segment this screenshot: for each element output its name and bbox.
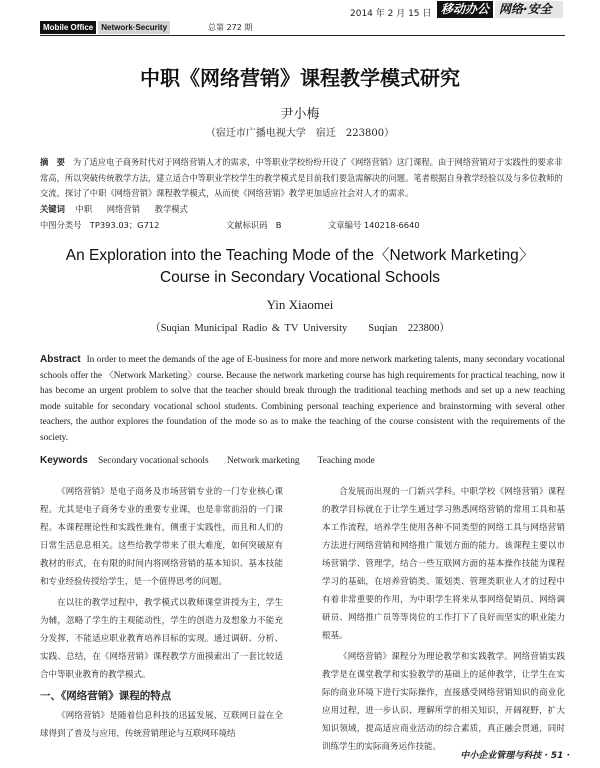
abstract-text-cn: 为了适应电子商务时代对于网络营销人才的需求，中等职业学校纷纷开设了《网络营销》这门课程。由于网络营销对于实践性的要求非常高，所以突破传统教学方法，建立适合中等职业学校学生的教学模式是目前我们要急需解决的问题。笔者根据自身教学经验以及与多位教师的交流，探讨了中职《网络营销》课程教学模式，从而使《网络营销》教学更加适应社会对人才的需求。 — [40, 157, 563, 198]
keyword-en: Network marketing — [226, 456, 300, 466]
body-paragraph: 在以往的教学过程中，教学模式以教师课堂讲授为主，学生为辅，忽略了学生的主观能动性，学生的创造力及想象力不能充分发挥，不能适应职业教育培养目标的实现。通过调研、分析、实践、总结，在《网络营销》课程教学方面摸索出了一套比较适合中等职业教育的教学模式。 — [40, 598, 283, 680]
affiliation-cn: （宿迁市广播电视大学 宿迁 223800） — [205, 128, 395, 139]
brand-network-security-cn: 网络·安全 — [495, 1, 563, 18]
abstract-label-en: Abstract — [40, 354, 81, 365]
keyword-en: Secondary vocational schools — [98, 456, 209, 466]
body-paragraph: 《网络营销》是随着信息科技的迅猛发展、互联网日益在全球得到了普及与应用，传统营销理论与互联网环境结 — [40, 711, 283, 739]
body-paragraph: 《网络营销》是电子商务及市场营销专业的一门专业核心课程。尤其是电子商务专业的重要专业课，也是非常前沿的一门课程。本课程理论性和实践性兼有，侧重于实践性，而且和人们的日常生活息息相关。这些给教学带来了很大难度，如何突破原有教材的形式，在有限的时间内将网络营销的基本知识、基本技能和专业经验传授给学生，是一个值得思考的问题。 — [40, 487, 283, 587]
issue-date: 2014 年 2 月 15 日 — [350, 9, 432, 19]
title-en-line1: An Exploration into the Teaching Mode of the〈Network Marketing〉 — [65, 247, 535, 264]
body-column-right — [322, 483, 565, 759]
section-band — [40, 20, 565, 34]
keyword-cn: 教学模式 — [154, 204, 188, 214]
keywords-label-en: Keywords — [40, 455, 88, 466]
header-rule — [40, 35, 565, 36]
journal-brand — [437, 1, 563, 18]
keyword-en: Teaching mode — [317, 456, 375, 466]
affiliation-en: （Suqian Municipal Radio & TV University Suqian 223800） — [150, 323, 450, 334]
body-paragraph: 合发展而出现的一门新兴学科。中职学校《网络营销》课程的教学目标就在于让学生通过学习熟悉网络营销的常用工具和基本工作流程，培养学生使用各种不同类型的网络工具与网络营销方法进行网络营销和网络推广策划方面的能力。该课程主要以市场营销学、管理学，结合一些互联网方面的基本操作技能为课程学习的基础，在培养营销类、策划类、管理类职业人才的过程中有着非常重要的作用，为中职学生将来从事网络促销员、网络调研员、网络推广员等等岗位的工作打下了良好而坚实的职业能力根基。 — [322, 487, 565, 641]
issue-number: 总第 272 期 — [208, 22, 253, 32]
body-paragraph: 《网络营销》课程分为理论教学和实践教学。网络营销实践教学是在课堂教学和实验教学的基础上的延伸教学，让学生在实际的商业环境下进行实际操作，直接感受网络营销知识的商业化应用过程，进一步认识、理解所学的相关知识，开阔视野，扩大知识领域，提高适应商业活动的综合素质，真正融会贯通，同时训练学生的实际商务运作技能。 — [322, 652, 565, 752]
abstract-en — [40, 352, 565, 446]
article-number: 文章编号 140218-6640 — [328, 220, 420, 230]
band-mobile-office: Mobile Office — [40, 21, 96, 34]
band-network-security: Network·Security — [98, 21, 170, 34]
title-en-line2: Course in Secondary Vocational Schools — [159, 269, 441, 286]
section-heading: 一、《网络营销》课程的特点 — [40, 690, 172, 702]
paper-title-cn: 中职《网络营销》课程教学模式研究 — [140, 66, 460, 90]
keywords-cn — [40, 203, 565, 215]
abstract-label-cn: 摘 要 — [40, 157, 65, 167]
classification-row — [40, 219, 565, 231]
paper-title-en — [0, 245, 600, 289]
keywords-label-cn: 关键词 — [40, 204, 65, 214]
classification-number: 中图分类号 TP393.03；G712 — [40, 220, 160, 230]
abstract-cn — [40, 155, 565, 202]
keyword-cn: 中职 — [75, 204, 93, 214]
body-column-left — [40, 483, 283, 746]
document-code: 文献标识码 B — [226, 220, 282, 230]
brand-mobile-office-cn: 移动办公 — [437, 1, 493, 18]
keywords-en — [40, 455, 565, 466]
author-cn: 尹小梅 — [280, 107, 320, 122]
keyword-cn: 网络营销 — [106, 204, 140, 214]
abstract-text-en: In order to meet the demands of the age of E-business for more and more network marketing talents, many secondary vocational schools offer the 〈Network Marketing〉course. Because the network marketing course has high requirements for practical teaching, now it has become an urgent problem to solve that the teacher should break through the traditional teaching methods and set up a new teaching mode suitable for secondary vocational school students. Combining personal teaching experience and brainstorming with several other teachers, the author explores the foundation of the mode so as to make the teaching of the course consistent with the requirements of the society. — [40, 355, 565, 443]
author-en: Yin Xiaomei — [266, 297, 334, 312]
page-footer: 中小企业管理与科技 · 51 · — [460, 751, 570, 761]
